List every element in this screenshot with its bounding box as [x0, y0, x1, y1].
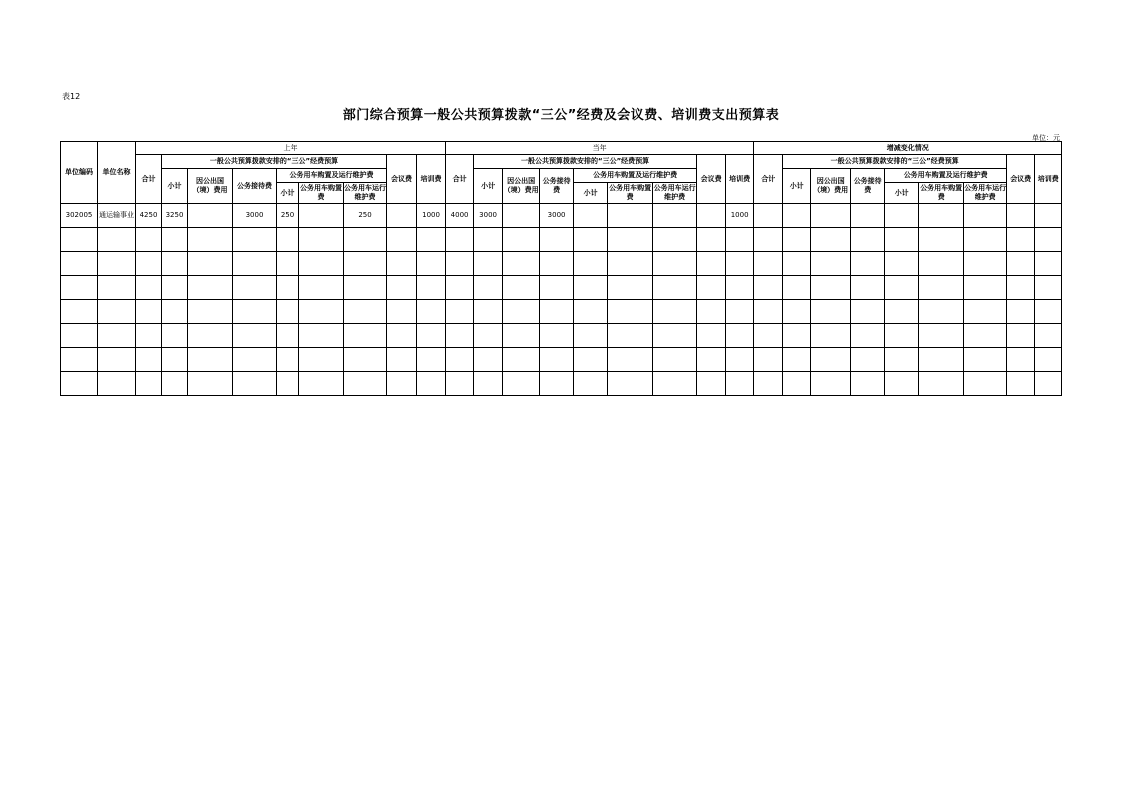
cell-unit-code: 302005 [61, 204, 98, 228]
cell-value [417, 348, 446, 372]
cell-value [503, 252, 540, 276]
cell-value [299, 252, 344, 276]
cell-value [885, 348, 919, 372]
cell-value [653, 324, 697, 348]
cell-value [1035, 372, 1062, 396]
cell-value [608, 252, 653, 276]
cell-unit-name: 通运输事业 [98, 204, 136, 228]
cell-value [754, 252, 783, 276]
header-vehicle-operation: 公务用车运行维护费 [964, 183, 1007, 204]
cell-value [188, 300, 233, 324]
cell-value [188, 372, 233, 396]
header-vehicle-purchase: 公务用车购置费 [608, 183, 653, 204]
cell-value: 4250 [136, 204, 162, 228]
header-vehicle-operation: 公务用车运行维护费 [344, 183, 387, 204]
cell-value [964, 276, 1007, 300]
cell-value [885, 300, 919, 324]
cell-value [1007, 348, 1035, 372]
cell-value [885, 204, 919, 228]
cell-value [697, 228, 726, 252]
cell-value [446, 324, 474, 348]
header-total: 合计 [446, 155, 474, 204]
cell-value [608, 324, 653, 348]
cell-value [188, 228, 233, 252]
cell-value [162, 300, 188, 324]
cell-value [446, 252, 474, 276]
cell-value [919, 324, 964, 348]
cell-unit-code [61, 228, 98, 252]
cell-value [417, 300, 446, 324]
cell-value [344, 324, 387, 348]
cell-value [1035, 228, 1062, 252]
cell-value [851, 348, 885, 372]
cell-value [811, 228, 851, 252]
cell-value [474, 372, 503, 396]
budget-table [60, 141, 1062, 396]
cell-unit-code [61, 324, 98, 348]
cell-value [344, 372, 387, 396]
cell-value [417, 372, 446, 396]
cell-value [885, 324, 919, 348]
cell-value [608, 228, 653, 252]
cell-value [697, 348, 726, 372]
cell-value [540, 324, 574, 348]
cell-unit-code [61, 300, 98, 324]
cell-value [964, 372, 1007, 396]
cell-value [574, 276, 608, 300]
cell-value [299, 372, 344, 396]
header-meeting: 会议费 [697, 155, 726, 204]
cell-value [417, 276, 446, 300]
cell-value [919, 252, 964, 276]
cell-value [162, 228, 188, 252]
cell-value [136, 276, 162, 300]
cell-value [344, 348, 387, 372]
cell-value [417, 228, 446, 252]
cell-value [754, 228, 783, 252]
cell-value [299, 348, 344, 372]
header-vehicle-subtotal: 小计 [277, 183, 299, 204]
cell-value [446, 372, 474, 396]
cell-value [1007, 276, 1035, 300]
cell-value [136, 300, 162, 324]
cell-value [277, 300, 299, 324]
cell-value [811, 204, 851, 228]
header-meeting: 会议费 [1007, 155, 1035, 204]
cell-value [344, 252, 387, 276]
cell-unit-name [98, 348, 136, 372]
cell-value [574, 204, 608, 228]
cell-value [783, 372, 811, 396]
cell-value [653, 372, 697, 396]
cell-value [136, 252, 162, 276]
cell-value [387, 252, 417, 276]
cell-value [233, 372, 277, 396]
header-total: 合计 [754, 155, 783, 204]
cell-value [608, 204, 653, 228]
header-training: 培训费 [726, 155, 754, 204]
cell-value [811, 372, 851, 396]
cell-value [851, 252, 885, 276]
cell-value [233, 252, 277, 276]
cell-value [387, 348, 417, 372]
cell-value [233, 276, 277, 300]
table-row [61, 228, 1062, 252]
cell-value [299, 276, 344, 300]
cell-value [885, 372, 919, 396]
cell-value [233, 348, 277, 372]
cell-value [1035, 324, 1062, 348]
table-row [61, 276, 1062, 300]
cell-value [299, 300, 344, 324]
cell-value [503, 204, 540, 228]
cell-value [503, 300, 540, 324]
cell-value: 1000 [417, 204, 446, 228]
cell-value [188, 276, 233, 300]
cell-value [136, 228, 162, 252]
cell-value [783, 276, 811, 300]
cell-value [1007, 324, 1035, 348]
header-three-public: 一般公共预算拨款安排的“三公”经费预算 [162, 155, 387, 169]
table-row [61, 372, 1062, 396]
cell-value [417, 324, 446, 348]
cell-value [919, 228, 964, 252]
cell-value [964, 300, 1007, 324]
cell-value [697, 300, 726, 324]
cell-value [885, 276, 919, 300]
cell-value [726, 348, 754, 372]
cell-value [188, 324, 233, 348]
cell-value [653, 204, 697, 228]
cell-value [811, 300, 851, 324]
cell-value [446, 228, 474, 252]
cell-value [608, 300, 653, 324]
cell-value [387, 276, 417, 300]
cell-unit-name [98, 300, 136, 324]
cell-value [851, 276, 885, 300]
cell-value [653, 228, 697, 252]
cell-value [783, 324, 811, 348]
cell-value [697, 276, 726, 300]
cell-value [277, 276, 299, 300]
cell-value [474, 228, 503, 252]
cell-value [964, 228, 1007, 252]
cell-value [233, 300, 277, 324]
cell-unit-name [98, 228, 136, 252]
cell-value [608, 372, 653, 396]
table-row [61, 300, 1062, 324]
header-current-year: 当年 [446, 142, 754, 155]
table-number: 表12 [62, 92, 81, 101]
cell-value [653, 252, 697, 276]
cell-value [344, 228, 387, 252]
cell-value [574, 348, 608, 372]
cell-value [474, 324, 503, 348]
header-meeting: 会议费 [387, 155, 417, 204]
cell-value [851, 300, 885, 324]
cell-value [964, 348, 1007, 372]
cell-value [574, 252, 608, 276]
cell-value [446, 276, 474, 300]
cell-value [653, 348, 697, 372]
cell-value [540, 348, 574, 372]
header-prev-year: 上年 [136, 142, 446, 155]
cell-value [136, 348, 162, 372]
cell-value [919, 300, 964, 324]
header-overseas: 因公出国（境）费用 [188, 169, 233, 204]
cell-value [162, 348, 188, 372]
cell-value [754, 372, 783, 396]
cell-value [162, 252, 188, 276]
cell-value [162, 276, 188, 300]
cell-unit-code [61, 372, 98, 396]
cell-value [811, 276, 851, 300]
unit-label: 单位：元 [1032, 134, 1060, 142]
cell-value [188, 204, 233, 228]
header-training: 培训费 [1035, 155, 1062, 204]
cell-value: 250 [344, 204, 387, 228]
header-reception: 公务接待费 [233, 169, 277, 204]
cell-value [754, 204, 783, 228]
cell-value [503, 372, 540, 396]
cell-value [540, 372, 574, 396]
cell-value [387, 372, 417, 396]
cell-value [387, 204, 417, 228]
cell-value [697, 324, 726, 348]
cell-value [697, 372, 726, 396]
cell-value [162, 324, 188, 348]
header-vehicle-operation: 公务用车运行维护费 [653, 183, 697, 204]
cell-value [697, 252, 726, 276]
cell-value [1007, 372, 1035, 396]
cell-value [503, 228, 540, 252]
cell-value [136, 324, 162, 348]
cell-value [474, 300, 503, 324]
cell-value [783, 300, 811, 324]
header-unit-code: 单位编码 [61, 142, 98, 204]
cell-value [503, 276, 540, 300]
header-change: 增减变化情况 [754, 142, 1062, 155]
cell-value [136, 372, 162, 396]
cell-value [1035, 204, 1062, 228]
cell-unit-name [98, 276, 136, 300]
cell-value [919, 276, 964, 300]
cell-value [233, 324, 277, 348]
header-training: 培训费 [417, 155, 446, 204]
cell-value [446, 348, 474, 372]
header-total: 合计 [136, 155, 162, 204]
header-overseas: 因公出国（境）费用 [811, 169, 851, 204]
cell-value [783, 348, 811, 372]
header-subtotal: 小计 [474, 169, 503, 204]
cell-value [446, 300, 474, 324]
header-vehicle-purchase: 公务用车购置费 [299, 183, 344, 204]
cell-value [188, 348, 233, 372]
cell-value [299, 324, 344, 348]
cell-value [754, 324, 783, 348]
cell-value [964, 252, 1007, 276]
cell-value [726, 372, 754, 396]
header-vehicle-subtotal: 小计 [574, 183, 608, 204]
cell-value [726, 300, 754, 324]
cell-value [1007, 228, 1035, 252]
cell-value [885, 228, 919, 252]
cell-value [653, 300, 697, 324]
cell-unit-code [61, 348, 98, 372]
header-reception: 公务接待费 [851, 169, 885, 204]
cell-value [1007, 300, 1035, 324]
cell-value [811, 252, 851, 276]
cell-value [851, 204, 885, 228]
cell-value [233, 228, 277, 252]
cell-value [503, 348, 540, 372]
cell-value [851, 324, 885, 348]
cell-unit-code [61, 276, 98, 300]
cell-value: 3000 [233, 204, 277, 228]
cell-value [851, 228, 885, 252]
cell-unit-name [98, 324, 136, 348]
cell-value: 3000 [474, 204, 503, 228]
header-reception: 公务接待费 [540, 169, 574, 204]
header-subtotal: 小计 [162, 169, 188, 204]
cell-value [1035, 276, 1062, 300]
cell-value [653, 276, 697, 300]
cell-value [574, 228, 608, 252]
cell-value [608, 276, 653, 300]
cell-value [726, 324, 754, 348]
cell-value [885, 252, 919, 276]
cell-unit-name [98, 372, 136, 396]
cell-value [697, 204, 726, 228]
header-three-public: 一般公共预算拨款安排的“三公”经费预算 [783, 155, 1007, 169]
table-row [61, 324, 1062, 348]
cell-value: 4000 [446, 204, 474, 228]
cell-value [726, 228, 754, 252]
cell-value [540, 300, 574, 324]
cell-value [387, 324, 417, 348]
cell-value [783, 228, 811, 252]
cell-value [277, 372, 299, 396]
cell-value [783, 204, 811, 228]
cell-value [540, 276, 574, 300]
cell-value [783, 252, 811, 276]
cell-unit-name [98, 252, 136, 276]
cell-value [299, 204, 344, 228]
cell-value [608, 348, 653, 372]
cell-value [1035, 252, 1062, 276]
cell-value [754, 300, 783, 324]
cell-value [503, 324, 540, 348]
cell-value [277, 324, 299, 348]
header-subtotal: 小计 [783, 169, 811, 204]
cell-value [754, 276, 783, 300]
cell-value [387, 228, 417, 252]
cell-value [1035, 348, 1062, 372]
cell-value [474, 348, 503, 372]
header-vehicle: 公务用车购置及运行维护费 [574, 169, 697, 183]
cell-value [417, 252, 446, 276]
cell-value [1007, 252, 1035, 276]
cell-value [387, 300, 417, 324]
cell-value [540, 228, 574, 252]
cell-value [919, 348, 964, 372]
header-vehicle-subtotal: 小计 [885, 183, 919, 204]
header-overseas: 因公出国（境）费用 [503, 169, 540, 204]
cell-value [474, 276, 503, 300]
cell-value: 3000 [540, 204, 574, 228]
header-vehicle: 公务用车购置及运行维护费 [277, 169, 387, 183]
cell-value [726, 276, 754, 300]
cell-value [574, 300, 608, 324]
cell-value [919, 372, 964, 396]
cell-value [726, 252, 754, 276]
header-three-public: 一般公共预算拨款安排的“三公”经费预算 [474, 155, 697, 169]
table-row [61, 348, 1062, 372]
cell-value [474, 252, 503, 276]
header-unit-name: 单位名称 [98, 142, 136, 204]
cell-unit-code [61, 252, 98, 276]
table-row [61, 252, 1062, 276]
cell-value [811, 324, 851, 348]
cell-value [540, 252, 574, 276]
header-vehicle-purchase: 公务用车购置费 [919, 183, 964, 204]
cell-value: 3250 [162, 204, 188, 228]
cell-value [277, 348, 299, 372]
cell-value [754, 348, 783, 372]
cell-value [277, 252, 299, 276]
cell-value [964, 324, 1007, 348]
cell-value [574, 324, 608, 348]
cell-value [964, 204, 1007, 228]
cell-value [919, 204, 964, 228]
cell-value [851, 372, 885, 396]
cell-value [344, 300, 387, 324]
cell-value [344, 276, 387, 300]
cell-value [299, 228, 344, 252]
cell-value [162, 372, 188, 396]
cell-value [1035, 300, 1062, 324]
cell-value: 250 [277, 204, 299, 228]
cell-value [811, 348, 851, 372]
cell-value [277, 228, 299, 252]
document-title: 部门综合预算一般公共预算拨款“三公”经费及会议费、培训费支出预算表 [342, 108, 780, 123]
cell-value: 1000 [726, 204, 754, 228]
cell-value [1007, 204, 1035, 228]
table-row [61, 204, 1062, 228]
cell-value [188, 252, 233, 276]
header-vehicle: 公务用车购置及运行维护费 [885, 169, 1007, 183]
cell-value [574, 372, 608, 396]
